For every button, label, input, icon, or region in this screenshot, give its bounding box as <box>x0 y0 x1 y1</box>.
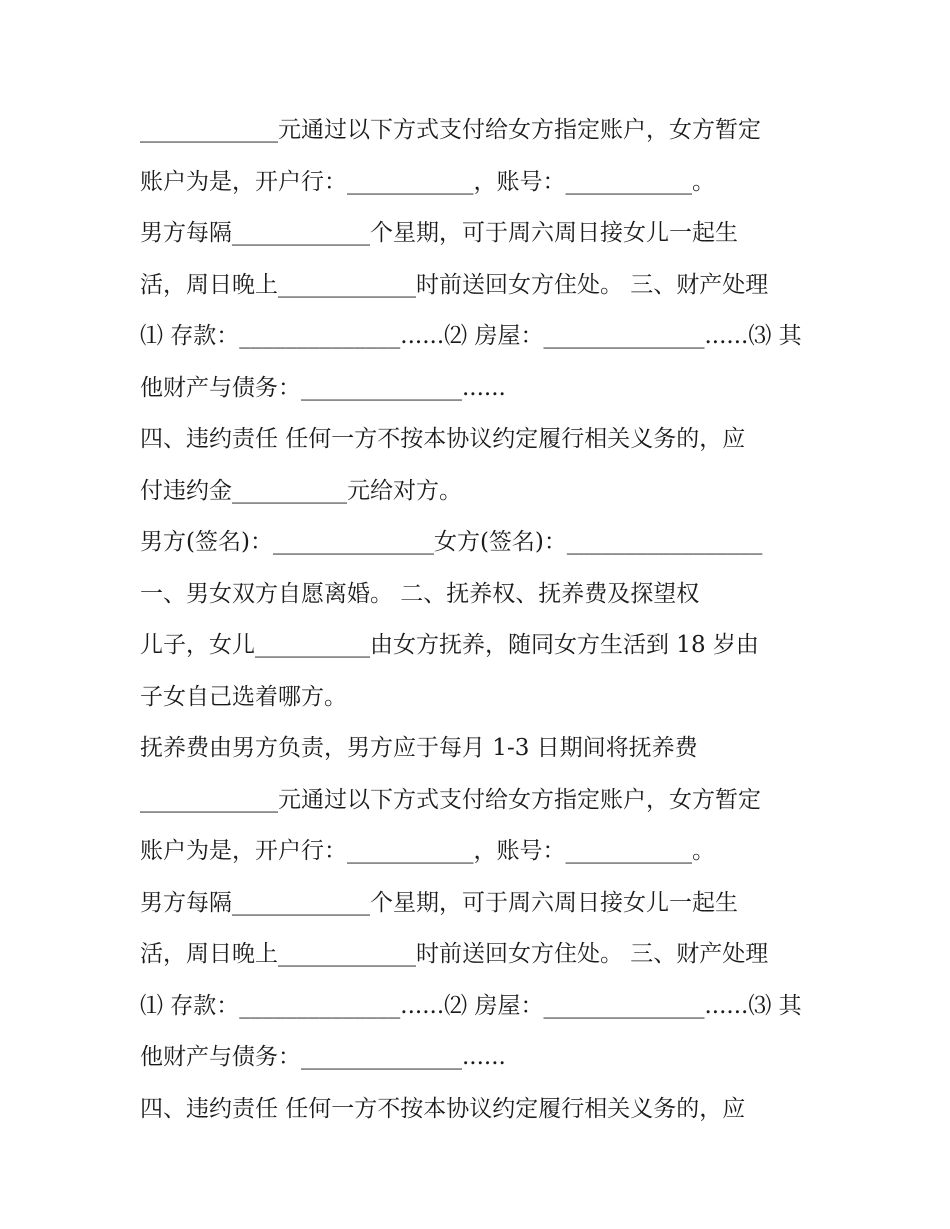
text-line: 账户为是，开户行：___________，账号：___________。 <box>140 838 715 864</box>
text-line: 他财产与债务：______________...... <box>140 1044 506 1070</box>
text-line: 账户为是，开户行：___________，账号：___________。 <box>140 168 715 195</box>
text-line: 付违约金__________元给对方。 <box>140 477 462 504</box>
signature-line: 男方(签名)：______________女方(签名)：_________________ <box>140 529 763 555</box>
text-line: 四、违约责任 任何一方不按本协议约定履行相关义务的，应 <box>140 426 746 452</box>
text-line: 抚养费由男方负责，男方应于每月 1-3 日期间将抚养费 <box>140 735 698 761</box>
text-line: 子女自己选着哪方。 <box>140 683 347 710</box>
text-line: ____________元通过以下方式支付给女方指定账户，女方暂定 <box>140 117 761 143</box>
document-body <box>140 108 820 1138</box>
text-line: 儿子，女儿__________由女方抚养，随同女方生活到 18 岁由 <box>140 632 759 658</box>
text-line: 四、违约责任 任何一方不按本协议约定履行相关义务的，应 <box>140 1095 746 1122</box>
text-line: 一、男女双方自愿离婚。 二、抚养权、抚养费及探望权 <box>140 580 700 607</box>
text-line: 活，周日晚上____________时前送回女方住处。 三、财产处理 <box>140 941 769 967</box>
text-line: 男方每隔____________个星期，可于周六周日接女儿一起生 <box>140 889 738 916</box>
text-line: 他财产与债务：______________...... <box>140 374 506 401</box>
text-line: ____________元通过以下方式支付给女方指定账户，女方暂定 <box>140 786 761 813</box>
text-line: 活，周日晚上____________时前送回女方住处。 三、财产处理 <box>140 271 769 298</box>
text-line: ⑴ 存款：______________......⑵ 房屋：______________......⑶ 其 <box>140 323 802 349</box>
text-line: ⑴ 存款：______________......⑵ 房屋：______________......⑶ 其 <box>140 992 802 1019</box>
text-line: 男方每隔____________个星期，可于周六周日接女儿一起生 <box>140 220 738 246</box>
